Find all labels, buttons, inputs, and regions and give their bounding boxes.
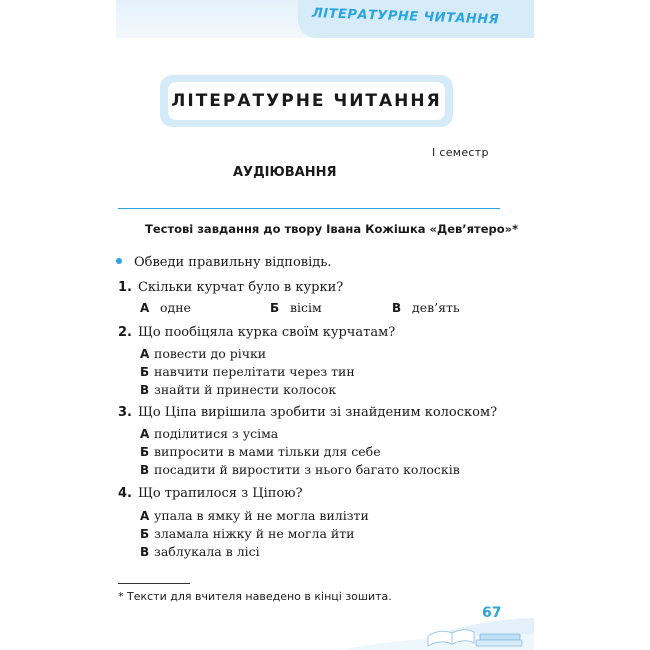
answer-option-4a[interactable] — [140, 508, 369, 523]
question-3 — [118, 405, 497, 420]
option-letter: А — [140, 301, 150, 315]
option-text: упала в ямку й не могла вилізти — [154, 508, 369, 523]
footnote: * Тексти для вчителя наведено в кінці зошита. — [118, 590, 392, 603]
task-subtitle: Тестові завдання до твору Івана Кожішка «Дев’ятеро»* — [145, 222, 519, 236]
book-stack-icon — [476, 634, 522, 646]
option-letter: В — [140, 545, 150, 559]
question-number: 4. — [118, 486, 132, 501]
question-text: Скільки курчат було в курки? — [137, 280, 344, 295]
question-number: 3. — [118, 405, 132, 420]
option-letter: Б — [140, 365, 150, 379]
instruction-text: Обведи правильну відповідь. — [134, 255, 332, 270]
question-1 — [118, 280, 343, 295]
books-decoration-icon — [340, 600, 534, 650]
question-text: Що трапилося з Ціпою? — [137, 486, 303, 501]
footnote-divider — [118, 583, 190, 584]
answer-option-1a[interactable] — [140, 300, 191, 315]
page-number: 67 — [482, 605, 502, 621]
answer-option-3c[interactable] — [140, 462, 460, 477]
page-title: ЛІТЕРАТУРНЕ ЧИТАННЯ — [168, 82, 445, 120]
question-2 — [118, 325, 395, 340]
option-text: знайти й принести колосок — [154, 382, 337, 397]
answer-option-1c[interactable] — [392, 300, 460, 315]
option-text: дев’ять — [412, 300, 460, 315]
option-text: одне — [160, 300, 191, 315]
answer-option-2b[interactable] — [140, 364, 355, 379]
section-title: АУДІЮВАННЯ — [233, 165, 337, 180]
option-letter: В — [140, 463, 150, 477]
option-text: заблукала в лісі — [154, 544, 260, 559]
option-text: посадити й виростити з нього багато колосків — [154, 462, 460, 477]
title-frame — [160, 75, 453, 127]
answer-option-2c[interactable] — [140, 382, 336, 397]
section-divider — [118, 208, 500, 209]
question-4 — [118, 486, 303, 501]
option-letter: А — [140, 427, 150, 441]
question-text: Що Ціпа вирішила зробити зі знайденим колоском? — [137, 405, 498, 420]
option-letter: Б — [270, 301, 280, 315]
option-text: поділитися з усіма — [154, 426, 279, 441]
option-letter: А — [140, 347, 150, 361]
answer-option-3a[interactable] — [140, 426, 278, 441]
instruction-line — [116, 255, 331, 270]
option-text: випросити в мами тільки для себе — [154, 444, 381, 459]
option-letter: В — [392, 301, 402, 315]
option-text: навчити перелітати через тин — [154, 364, 355, 379]
option-letter: А — [140, 509, 150, 523]
option-text: вісім — [290, 300, 322, 315]
semester-label: І семестр — [432, 146, 489, 159]
question-number: 1. — [118, 280, 132, 295]
answer-option-4b[interactable] — [140, 526, 354, 541]
option-letter: Б — [140, 445, 150, 459]
option-letter: В — [140, 383, 150, 397]
answer-option-4c[interactable] — [140, 544, 260, 559]
question-text: Що пообіцяла курка своїм курчатам? — [137, 325, 396, 340]
answer-option-1b[interactable] — [270, 300, 322, 315]
option-text: повести до річки — [154, 346, 267, 361]
option-letter: Б — [140, 527, 150, 541]
option-text: зламала ніжку й не могла йти — [154, 526, 355, 541]
answer-option-2a[interactable] — [140, 346, 266, 361]
question-number: 2. — [118, 325, 132, 340]
answer-option-3b[interactable] — [140, 444, 381, 459]
running-header-title: ЛІТЕРАТУРНЕ ЧИТАННЯ — [311, 6, 500, 28]
bullet-icon — [116, 258, 122, 264]
